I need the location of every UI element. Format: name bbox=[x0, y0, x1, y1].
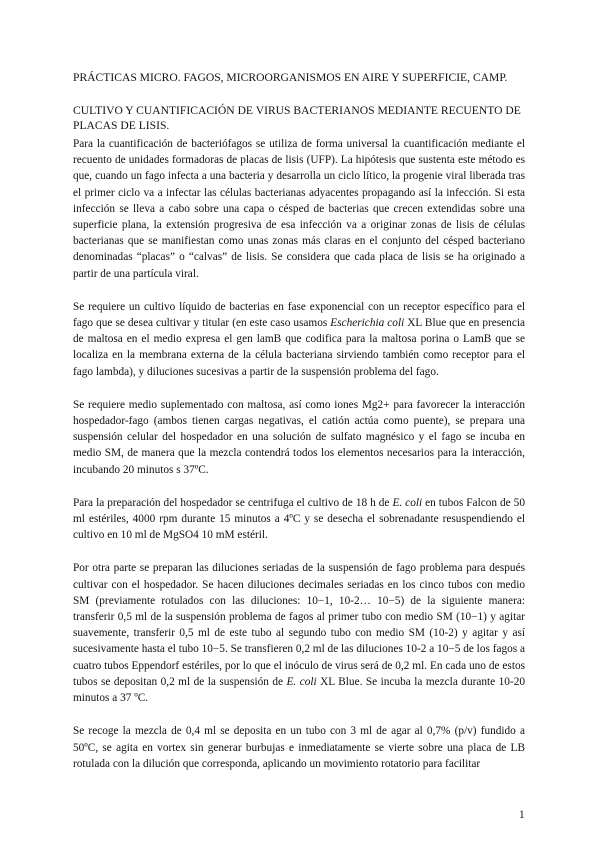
body-text bbox=[73, 136, 525, 789]
paragraph-3: Se requiere medio suplementado con maltosa, así como iones Mg2+ para favorecer la interacción hospedador-fago (ambos tienen cargas negativas, el catión actúa como puente), se prepara una suspensión celular del hospedador en una solución de sulfato magnésico y el fago se incuba en medio SM, de manera que la mezcla contendrá todos los elementos necesarios para la interacción, incubando 20 minutos s 37ºC. bbox=[73, 398, 525, 476]
paragraph-5-part-a: Por otra parte se preparan las diluciones seriadas de la suspensión de fago problema para después cultivar con el hospedador. Se hacen diluciones decimales seriadas en los cinco tubos con medio SM (previamente rotulados con las diluciones: 10−1, 10-2… 10−5) de la siguiente manera: transferir 0,5 ml de la suspensión problema de fagos al primer tubo con medio SM (10−1) y agitar suavemente, transferir 0,5 ml de este tubo al segundo tubo con medio SM (10-2) y agitar y así sucesivamente hasta el tubo 10−5. Se transfieren 0,2 ml de las diluciones 10-2 a 10−5 de los fagos a cuatro tubos Eppendorf estériles, por lo que el inóculo de virus será de 0,2 ml. En cada uno de estos tubos se depositan 0,2 ml de la suspensión de bbox=[73, 562, 525, 688]
paragraph-5 bbox=[73, 560, 525, 706]
paragraph-1: Para la cuantificación de bacteriófagos se utiliza de forma universal la cuantificación mediante el recuento de unidades formadoras de placas de lisis (UFP). La hipótesis que sustenta este método es que, cuando un fago infecta a una bacteria y desarrolla un ciclo lítico, la progenie viral liberada tras el primer ciclo va a infectar las células bacterianas adyacentes propagando así la infección. Si esta infección se lleva a cabo sobre una capa o césped de bacterias que crecen extendidas sobre una superficie plana, la extensión progresiva de esa infección va a originar zonas de lisis de células bacterianas que se manifiestan como unas zonas más claras en el conjunto del césped bacteriano denominadas “placas” o “calvas” de lisis. Se considera que cada placa de lisis se ha originado a partir de una partícula viral. bbox=[73, 138, 525, 280]
paragraph-5-part-b: XL Blue. Se incuba la mezcla durante 10-20 minutos a 37 ºC. bbox=[73, 675, 525, 705]
species-name: E. coli bbox=[392, 496, 423, 509]
paragraph-2 bbox=[73, 299, 525, 380]
section-title: CULTIVO Y CUANTIFICACIÓN DE VIRUS BACTERIANOS MEDIANTE RECUENTO DE PLACAS DE LISIS. bbox=[73, 104, 521, 132]
paragraph-4-part-b: en tubos Falcon de 50 ml estériles, 4000 rpm durante 15 minutos a 4ºC y se desecha el sobrenadante resuspendiendo el cultivo en 10 ml de MgSO4 10 mM estéril. bbox=[73, 496, 525, 542]
page-number: 1 bbox=[519, 809, 525, 821]
species-name: Escherichia coli bbox=[330, 317, 405, 330]
paragraph-4-part-a: Para la preparación del hospedador se centrifuga el cultivo de 18 h de bbox=[73, 496, 393, 509]
paragraph-2-part-a: Se requiere un cultivo líquido de bacterias en fase exponencial con un receptor específico para el fago que se desea cultivar y titular (en este caso usamos bbox=[73, 300, 525, 330]
page-header: PRÁCTICAS MICRO. FAGOS, MICROORGANISMOS EN AIRE Y SUPERFICIE, CAMP. bbox=[73, 71, 508, 84]
paragraph-6: Se recoge la mezcla de 0,4 ml se deposita en un tubo con 3 ml de agar al 0,7% (p/v) fundido a 50ºC, se agita en vortex sin generar burbujas e inmediatamente se vierte sobre una placa de LB rotulada con la dilución que corresponda, aplicando un movimiento rotatorio para facilitar bbox=[73, 725, 525, 770]
paragraph-4 bbox=[73, 495, 525, 544]
paragraph-2-part-b: XL Blue que en presencia de maltosa en el medio expresa el gen lamB que codifica para la maltosa porina o LamB que se localiza en la membrana externa de la célula bacteriana sirviendo también como receptor para el fago lambda), y diluciones sucesivas a partir de la suspensión problema del fago. bbox=[73, 317, 525, 378]
species-name: E. coli bbox=[286, 675, 317, 688]
